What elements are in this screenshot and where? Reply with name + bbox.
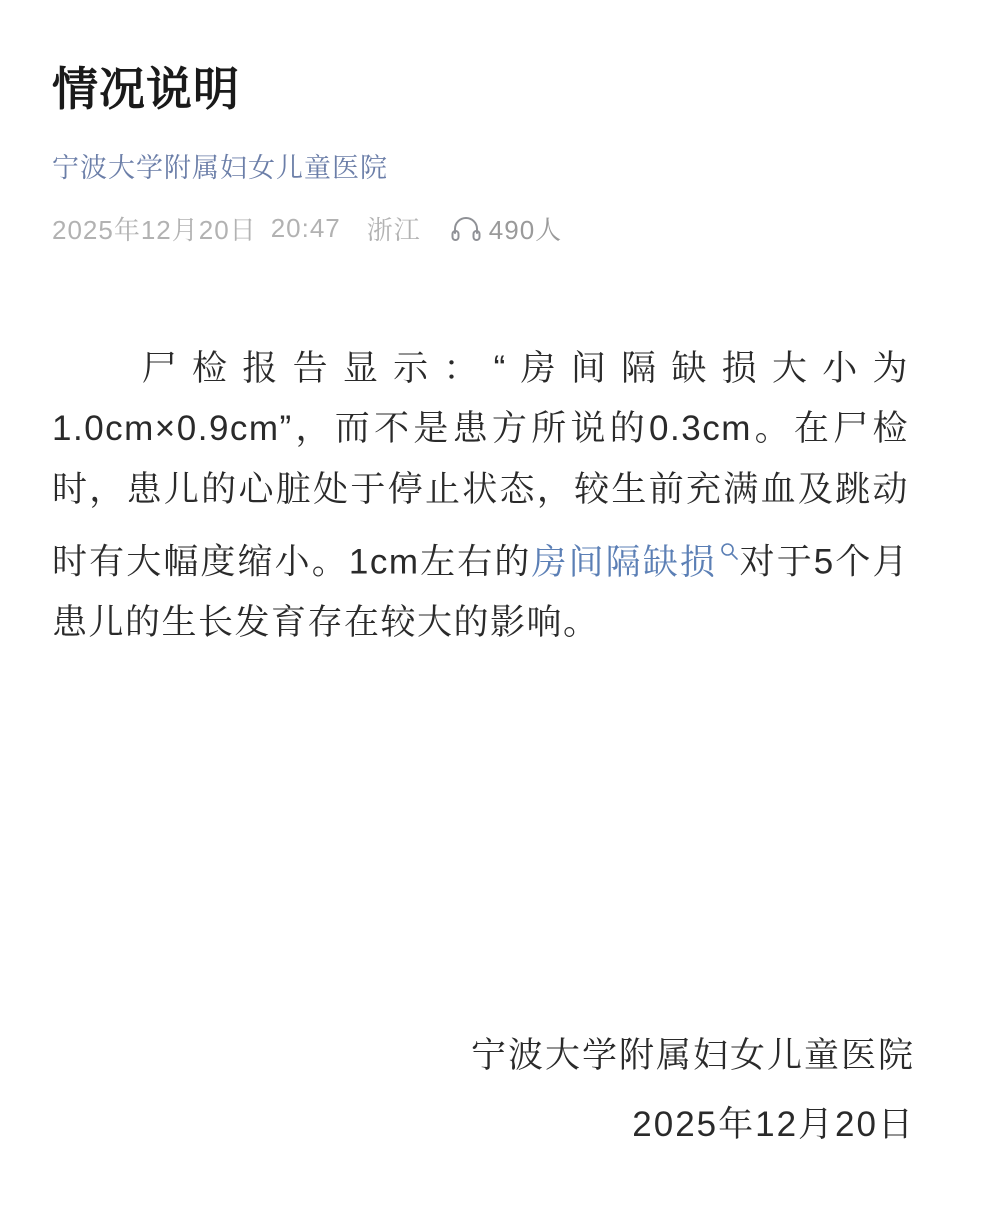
signature-date: 2025年12月20日 <box>632 1105 915 1145</box>
signature-name: 宁波大学附属妇女儿童医院 <box>470 1036 915 1075</box>
publish-date: 2025年12月20日 <box>52 215 257 246</box>
body-segment-1: 尸检报告显示：“房间隔缺损大小为1.0cm×0.9cm”，而不是患方所说的0.3cm。在尸检时，患儿的心脏处于停止状态，较生前充满血及跳动时有大幅度缩小。1cm左右的 <box>52 349 909 582</box>
publish-time: 20:47 <box>270 213 341 244</box>
signature-block <box>471 1025 915 1156</box>
publish-region: 浙江 <box>366 215 421 246</box>
article-meta <box>52 210 915 247</box>
body-segment-2: 对于5个月患儿的生长发育存在较大的影响。 <box>52 542 909 642</box>
search-icon <box>719 520 739 540</box>
article-source[interactable]: 宁波大学附属妇女儿童医院 <box>52 153 388 184</box>
article-body <box>52 339 915 653</box>
page-title: 情况说明 <box>52 63 240 115</box>
listen-button[interactable] <box>451 210 562 247</box>
listen-count: 490人 <box>488 215 563 246</box>
keyword-link-fangjiange-quesun[interactable] <box>531 543 739 582</box>
headphone-icon <box>451 217 481 241</box>
keyword-label: 房间隔缺损 <box>531 542 717 582</box>
